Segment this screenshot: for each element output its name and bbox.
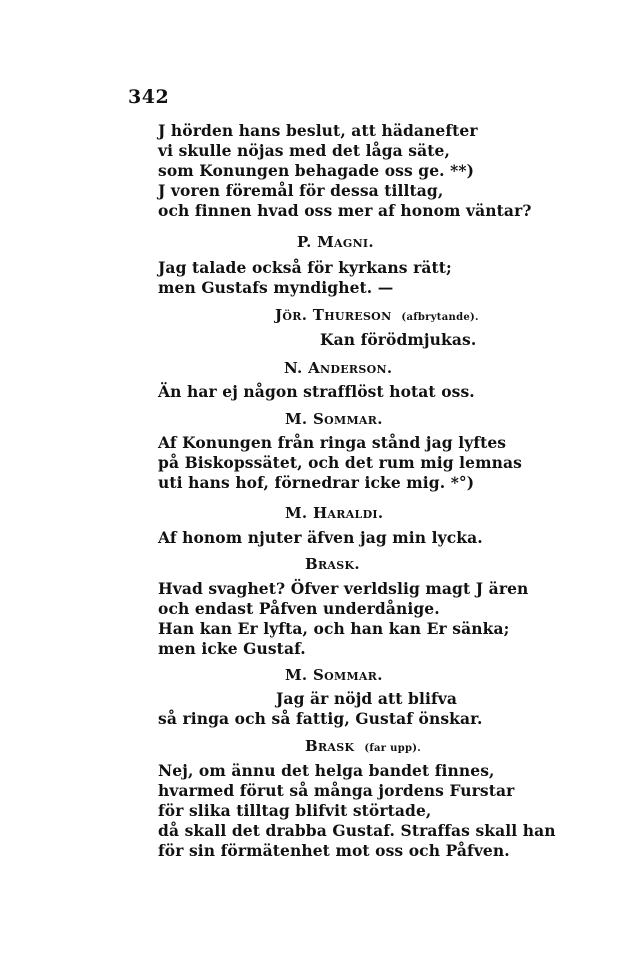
verse-line: då skall det drabba Gustaf. Straffas skall han <box>158 821 556 840</box>
verse-line: och endast Påfven underdånige. <box>158 599 440 618</box>
verse-block-sommar-2 <box>158 689 518 729</box>
speaker-name <box>285 666 383 684</box>
verse-line: hvarmed förut så många jordens Furstar <box>158 781 515 800</box>
speaker-name <box>285 410 383 428</box>
verse-line: men icke Gustaf. <box>158 639 306 658</box>
speaker-label: Brask <box>305 737 355 755</box>
verse-line: men Gustafs myndighet. — <box>158 278 394 297</box>
page-number: 342 <box>128 86 170 108</box>
verse-line: för sin förmätenhet mot oss och Påfven. <box>158 841 510 860</box>
speaker-label: M. Sommar. <box>285 410 383 428</box>
speaker-name <box>275 306 479 324</box>
verse-line: vi skulle nöjas med det låga säte, <box>158 141 450 160</box>
verse-block-haraldi <box>158 528 518 548</box>
verse-line: Af Konungen från ringa stånd jag lyftes <box>158 433 507 452</box>
stage-direction: (far upp). <box>364 743 422 754</box>
speaker-label: P. Magni. <box>297 233 374 251</box>
verse-line: Jag talade också för kyrkans rätt; <box>158 258 452 277</box>
verse-block-brask-1 <box>158 579 529 659</box>
speaker-label: M. Haraldi. <box>285 504 384 522</box>
verse-line: Jag är nöjd att blifva <box>276 689 457 708</box>
speaker-name <box>305 555 360 573</box>
verse-line: som Konungen behagade oss ge. **) <box>158 161 475 180</box>
verse-line: Af honom njuter äfven jag min lycka. <box>158 528 483 547</box>
speaker-name <box>285 504 383 522</box>
verse-line: Än har ej någon strafflöst hotat oss. <box>158 382 475 401</box>
stage-direction: (afbrytande). <box>401 312 479 323</box>
speaker-label: Jör. Thureson <box>275 306 392 324</box>
verse-line: för slika tilltag blifvit störtade, <box>158 801 432 820</box>
verse-block-brask-2 <box>158 761 556 861</box>
verse-line: J hörden hans beslut, att hädanefter <box>158 121 478 140</box>
speaker-label: Brask. <box>305 555 360 573</box>
verse-block-magni <box>158 258 518 298</box>
verse-line: Nej, om ännu det helga bandet finnes, <box>158 761 495 780</box>
speaker-label: M. Sommar. <box>285 666 383 684</box>
speaker-label: N. Anderson. <box>284 359 393 377</box>
verse-block-thureson <box>158 330 518 350</box>
speaker-name <box>305 737 421 755</box>
verse-line: Hvad svaghet? Öfver verldslig magt J ären <box>158 579 529 598</box>
verse-line: så ringa och så fattig, Gustaf önskar. <box>158 709 483 728</box>
verse-line: och finnen hvad oss mer af honom väntar? <box>158 201 532 220</box>
verse-block-sommar-1 <box>158 433 522 493</box>
speaker-name <box>297 233 374 251</box>
verse-block-opening <box>158 121 532 221</box>
speaker-name <box>284 359 392 377</box>
verse-line: uti hans hof, förnedrar icke mig. *°) <box>158 473 475 492</box>
verse-line: Han kan Er lyfta, och han kan Er sänka; <box>158 619 510 638</box>
verse-line: Kan förödmjukas. <box>320 330 477 349</box>
verse-line: J voren föremål för dessa tilltag, <box>158 181 444 200</box>
verse-line: på Biskopssätet, och det rum mig lemnas <box>158 453 522 472</box>
verse-block-anderson <box>158 382 518 402</box>
